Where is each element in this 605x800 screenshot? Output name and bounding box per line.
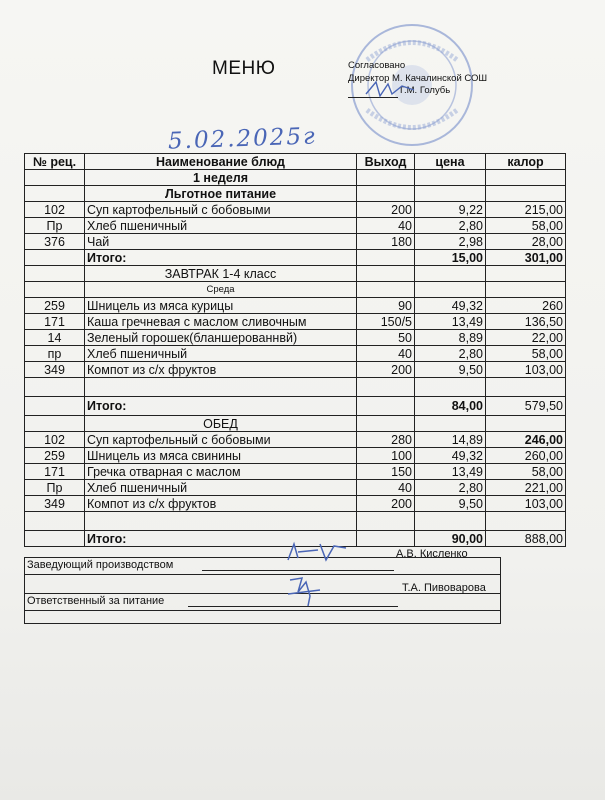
section-row (25, 186, 566, 202)
manager-label: Заведующий производством (27, 559, 174, 571)
table-row: 349 Компот из с/х фруктов 200 9,50 103,00 (25, 496, 566, 512)
blank-row (25, 512, 566, 531)
approved-label: Согласовано (348, 60, 406, 71)
col-price: цена (415, 154, 486, 170)
total-label: Итого: (85, 250, 357, 266)
breakfast-title: ЗАВТРАК 1-4 класс (85, 266, 357, 282)
table-row: 171 Гречка отварная с маслом 150 13,49 58,00 (25, 464, 566, 480)
table-row: 349 Компот из с/х фруктов 200 9,50 103,00 (25, 362, 566, 378)
handwritten-date: 5.02.2025г (167, 123, 318, 155)
section-row (25, 266, 566, 282)
table-row: 102 Суп картофельный с бобовыми 280 14,89 246,00 (25, 432, 566, 448)
day-label: Среда (85, 282, 357, 298)
total-row: Итого: 15,00 301,00 (25, 250, 566, 266)
manager-sign-line (202, 570, 394, 571)
day-row (25, 282, 566, 298)
menu-table (24, 153, 566, 547)
table-row: 102 Суп картофельный с бобовыми 200 9,22 215,00 (25, 202, 566, 218)
table-row: 259 Шницель из мяса свинины 100 49,32 260,00 (25, 448, 566, 464)
responsible-signature (280, 572, 340, 610)
section-row (25, 416, 566, 432)
table-row: 376 Чай 180 2,98 28,00 (25, 234, 566, 250)
table-row: Пр Хлеб пшеничный 40 2,80 221,00 (25, 480, 566, 496)
manager-name: А.В. Кисленко (396, 548, 468, 560)
bottom-box (24, 609, 501, 624)
table-row: Пр Хлеб пшеничный 40 2,80 58,00 (25, 218, 566, 234)
total-label: Итого: (85, 397, 357, 416)
responsible-label: Ответственный за питание (27, 595, 165, 607)
table-row: 171 Каша гречневая с маслом сливочным 150/5 13,49 136,50 (25, 314, 566, 330)
table-header-row (25, 154, 566, 170)
table-row: 259 Шницель из мяса курицы 90 49,32 260 (25, 298, 566, 314)
col-name: Наименование блюд (85, 154, 357, 170)
director-line: Директор М. Качалинской СОШ (348, 72, 488, 84)
total-row: Итого: 84,00 579,50 (25, 397, 566, 416)
director-signature (362, 78, 422, 100)
week-label: 1 неделя (85, 170, 357, 186)
table-row: пр Хлеб пшеничный 40 2,80 58,00 (25, 346, 566, 362)
manager-signature (282, 538, 352, 568)
table-row: 14 Зеленый горошек(бланшерованнвй) 50 8,89 22,00 (25, 330, 566, 346)
blank-row (25, 378, 566, 397)
page-title: МЕНЮ (212, 58, 276, 79)
total-row: Итого: 90,00 888,00 (25, 531, 566, 547)
col-code: № рец. (25, 154, 85, 170)
lunch-title: ОБЕД (85, 416, 357, 432)
director-name: Г.М. Голубь (400, 85, 451, 96)
col-output: Выход (357, 154, 415, 170)
col-kcal: калор (486, 154, 566, 170)
total-label: Итого: (85, 531, 357, 547)
responsible-name: Т.А. Пивоварова (402, 582, 486, 594)
section-lgot: Льготное питание (85, 186, 357, 202)
week-row (25, 170, 566, 186)
